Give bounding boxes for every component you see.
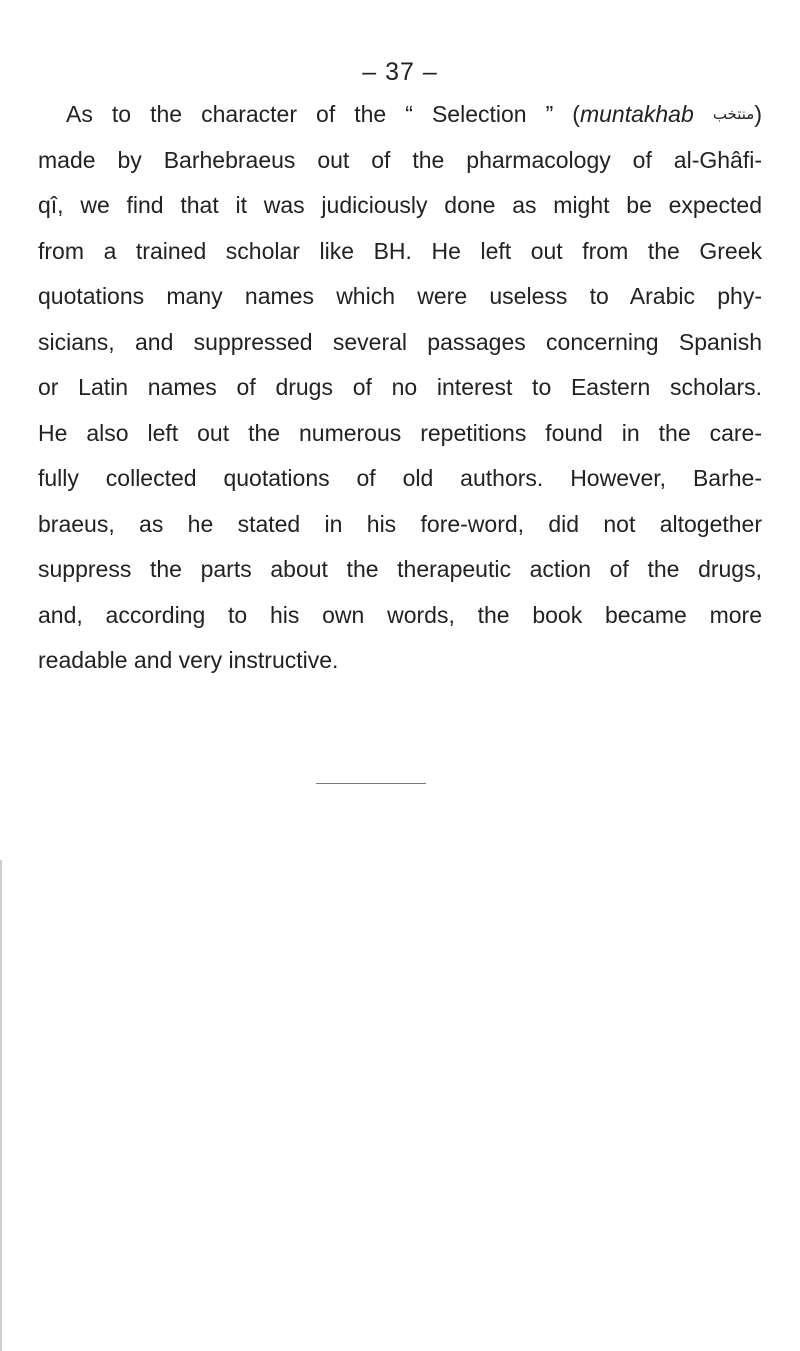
paragraph-line: quotations many names which were useless to Arabic phy- xyxy=(38,283,762,309)
paragraph-last-line: readable and very instructive. xyxy=(38,647,339,673)
term-muntakhab: muntakhab xyxy=(579,101,694,127)
paragraph-line: fully collected quotations of old authors. However, Barhe- xyxy=(38,465,762,491)
line-1-before: As to the character of the “ Selection ” ( xyxy=(66,101,580,127)
paragraph-line: from a trained scholar like BH. He left out from the Greek xyxy=(38,237,762,264)
body-paragraph xyxy=(38,92,762,684)
line-1-after: ) xyxy=(754,101,762,127)
paragraph-line: and, according to his own words, the book became more xyxy=(38,601,762,628)
paragraph-line: sicians, and suppressed several passages concerning Spanish xyxy=(38,328,762,355)
page-number: – 37 – xyxy=(362,58,438,86)
section-divider xyxy=(316,783,426,784)
paragraph-line: or Latin names of drugs of no interest to Eastern scholars. xyxy=(38,374,762,400)
arabic-term: منتخب xyxy=(712,106,755,123)
paragraph-line: qî, we find that it was judiciously done as might be expected xyxy=(38,192,762,218)
paragraph-line: He also left out the numerous repetitions found in the care- xyxy=(38,419,762,446)
paragraph-line-1 xyxy=(38,92,762,138)
paragraph-line: made by Barhebraeus out of the pharmacology of al-Ghâfi- xyxy=(38,146,762,173)
paragraph-line: braeus, as he stated in his fore-word, did not altogether xyxy=(38,510,762,537)
scan-edge-mark xyxy=(0,860,2,1351)
paragraph-line: suppress the parts about the therapeutic action of the drugs, xyxy=(38,556,762,582)
